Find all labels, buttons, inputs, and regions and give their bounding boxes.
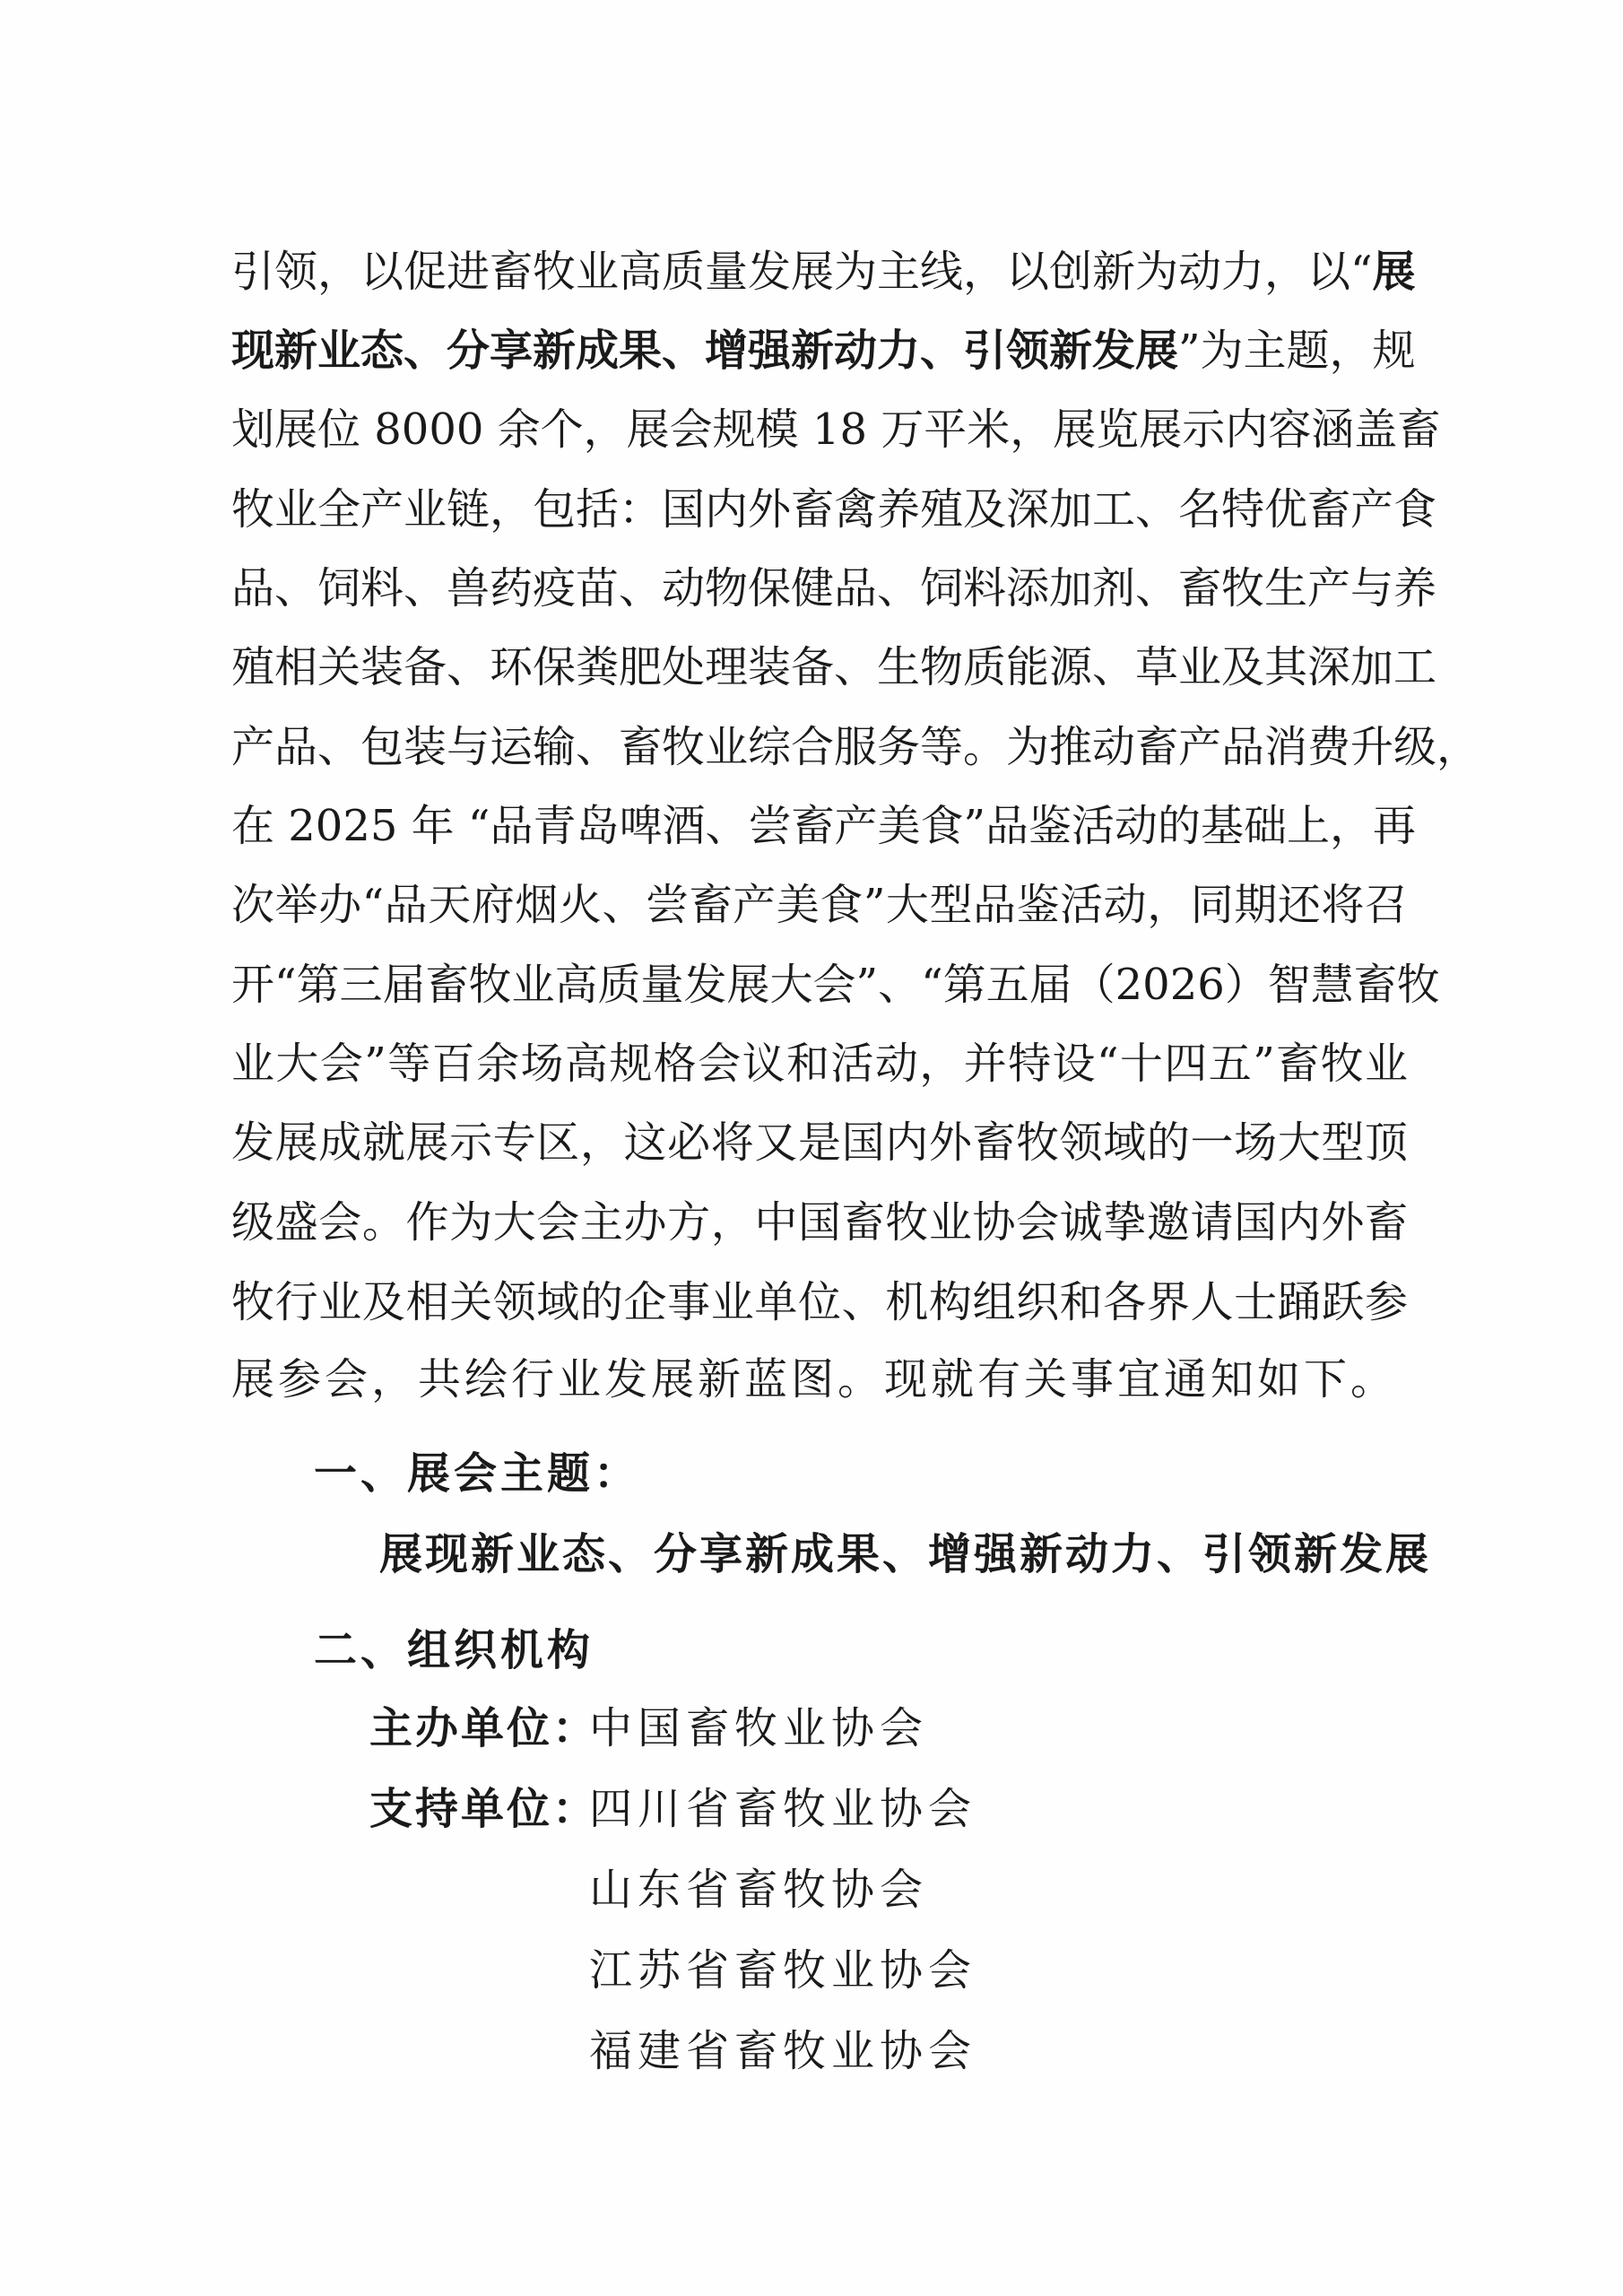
body-line-9: 次举办“品天府烟火、尝畜产美食”大型品鉴活动，同期还将召 bbox=[231, 880, 1408, 930]
body-line-14: 牧行业及相关领域的企事业单位、机构组织和各界人士踊跃参 bbox=[231, 1277, 1408, 1327]
body-line-2 bbox=[231, 311, 1416, 390]
host-label: 主办单位： bbox=[369, 1703, 599, 1753]
supporter-row-3 bbox=[369, 1931, 976, 2010]
body-line-12: 发展成就展示专区，这必将又是国内外畜牧领域的一场大型顶 bbox=[231, 1118, 1408, 1168]
supporter-value: 山东省畜牧协会 bbox=[589, 1865, 929, 1915]
supporter-value: 四川省畜牧业协会 bbox=[589, 1784, 977, 1834]
body-line-7: 产品、包装与运输、畜牧业综合服务等。为推动畜产品消费升级， bbox=[231, 722, 1480, 772]
supporter-value: 江苏省畜牧业协会 bbox=[589, 1945, 977, 1996]
body-text-bold: 现新业态、分享新成果、增强新动力、引领新发展 bbox=[231, 326, 1179, 376]
body-line-4: 牧业全产业链，包括：国内外畜禽养殖及深加工、名特优畜产食 bbox=[231, 484, 1437, 535]
supporter-row-1 bbox=[369, 1770, 976, 1848]
supporter-row-4 bbox=[369, 2012, 976, 2091]
section-heading-organization: 二、组织机构 bbox=[314, 1625, 595, 1675]
body-text-bold: 展 bbox=[1372, 247, 1416, 297]
supporter-value: 福建省畜牧业协会 bbox=[589, 2026, 977, 2076]
body-line-10: 开“第三届畜牧业高质量发展大会”、“第五届（2026）智慧畜牧 bbox=[231, 960, 1440, 1010]
supporter-row-2 bbox=[369, 1850, 928, 1929]
host-value: 中国畜牧业协会 bbox=[589, 1703, 929, 1753]
section-heading-theme: 一、展会主题： bbox=[314, 1448, 641, 1499]
body-line-15: 展参会，共绘行业发展新蓝图。现就有关事宜通知如下。 bbox=[231, 1354, 1398, 1405]
support-label: 支持单位： bbox=[369, 1784, 599, 1834]
body-line-5: 品、饲料、兽药疫苗、动物保健品、饲料添加剂、畜牧生产与养 bbox=[231, 563, 1437, 613]
body-line-1 bbox=[231, 232, 1416, 311]
body-line-11: 业大会”等百余场高规格会议和活动，并特设“十四五”畜牧业 bbox=[231, 1039, 1408, 1089]
host-row bbox=[369, 1689, 928, 1768]
body-line-13: 级盛会。作为大会主办方，中国畜牧业协会诚挚邀请国内外畜 bbox=[231, 1197, 1408, 1248]
exhibition-theme: 展现新业态、分享新成果、增强新动力、引领新发展 bbox=[379, 1529, 1432, 1579]
body-text: 引领，以促进畜牧业高质量发展为主线，以创新为动力，以“ bbox=[231, 247, 1373, 297]
body-line-6: 殖相关装备、环保粪肥处理装备、生物质能源、草业及其深加工 bbox=[231, 642, 1437, 692]
body-text: ”为主题，规 bbox=[1178, 326, 1416, 376]
body-line-3: 划展位 8000 余个，展会规模 18 万平米，展览展示内容涵盖畜 bbox=[231, 404, 1441, 455]
body-line-8: 在 2025 年 “品青岛啤酒、尝畜产美食”品鉴活动的基础上，再 bbox=[231, 801, 1417, 851]
